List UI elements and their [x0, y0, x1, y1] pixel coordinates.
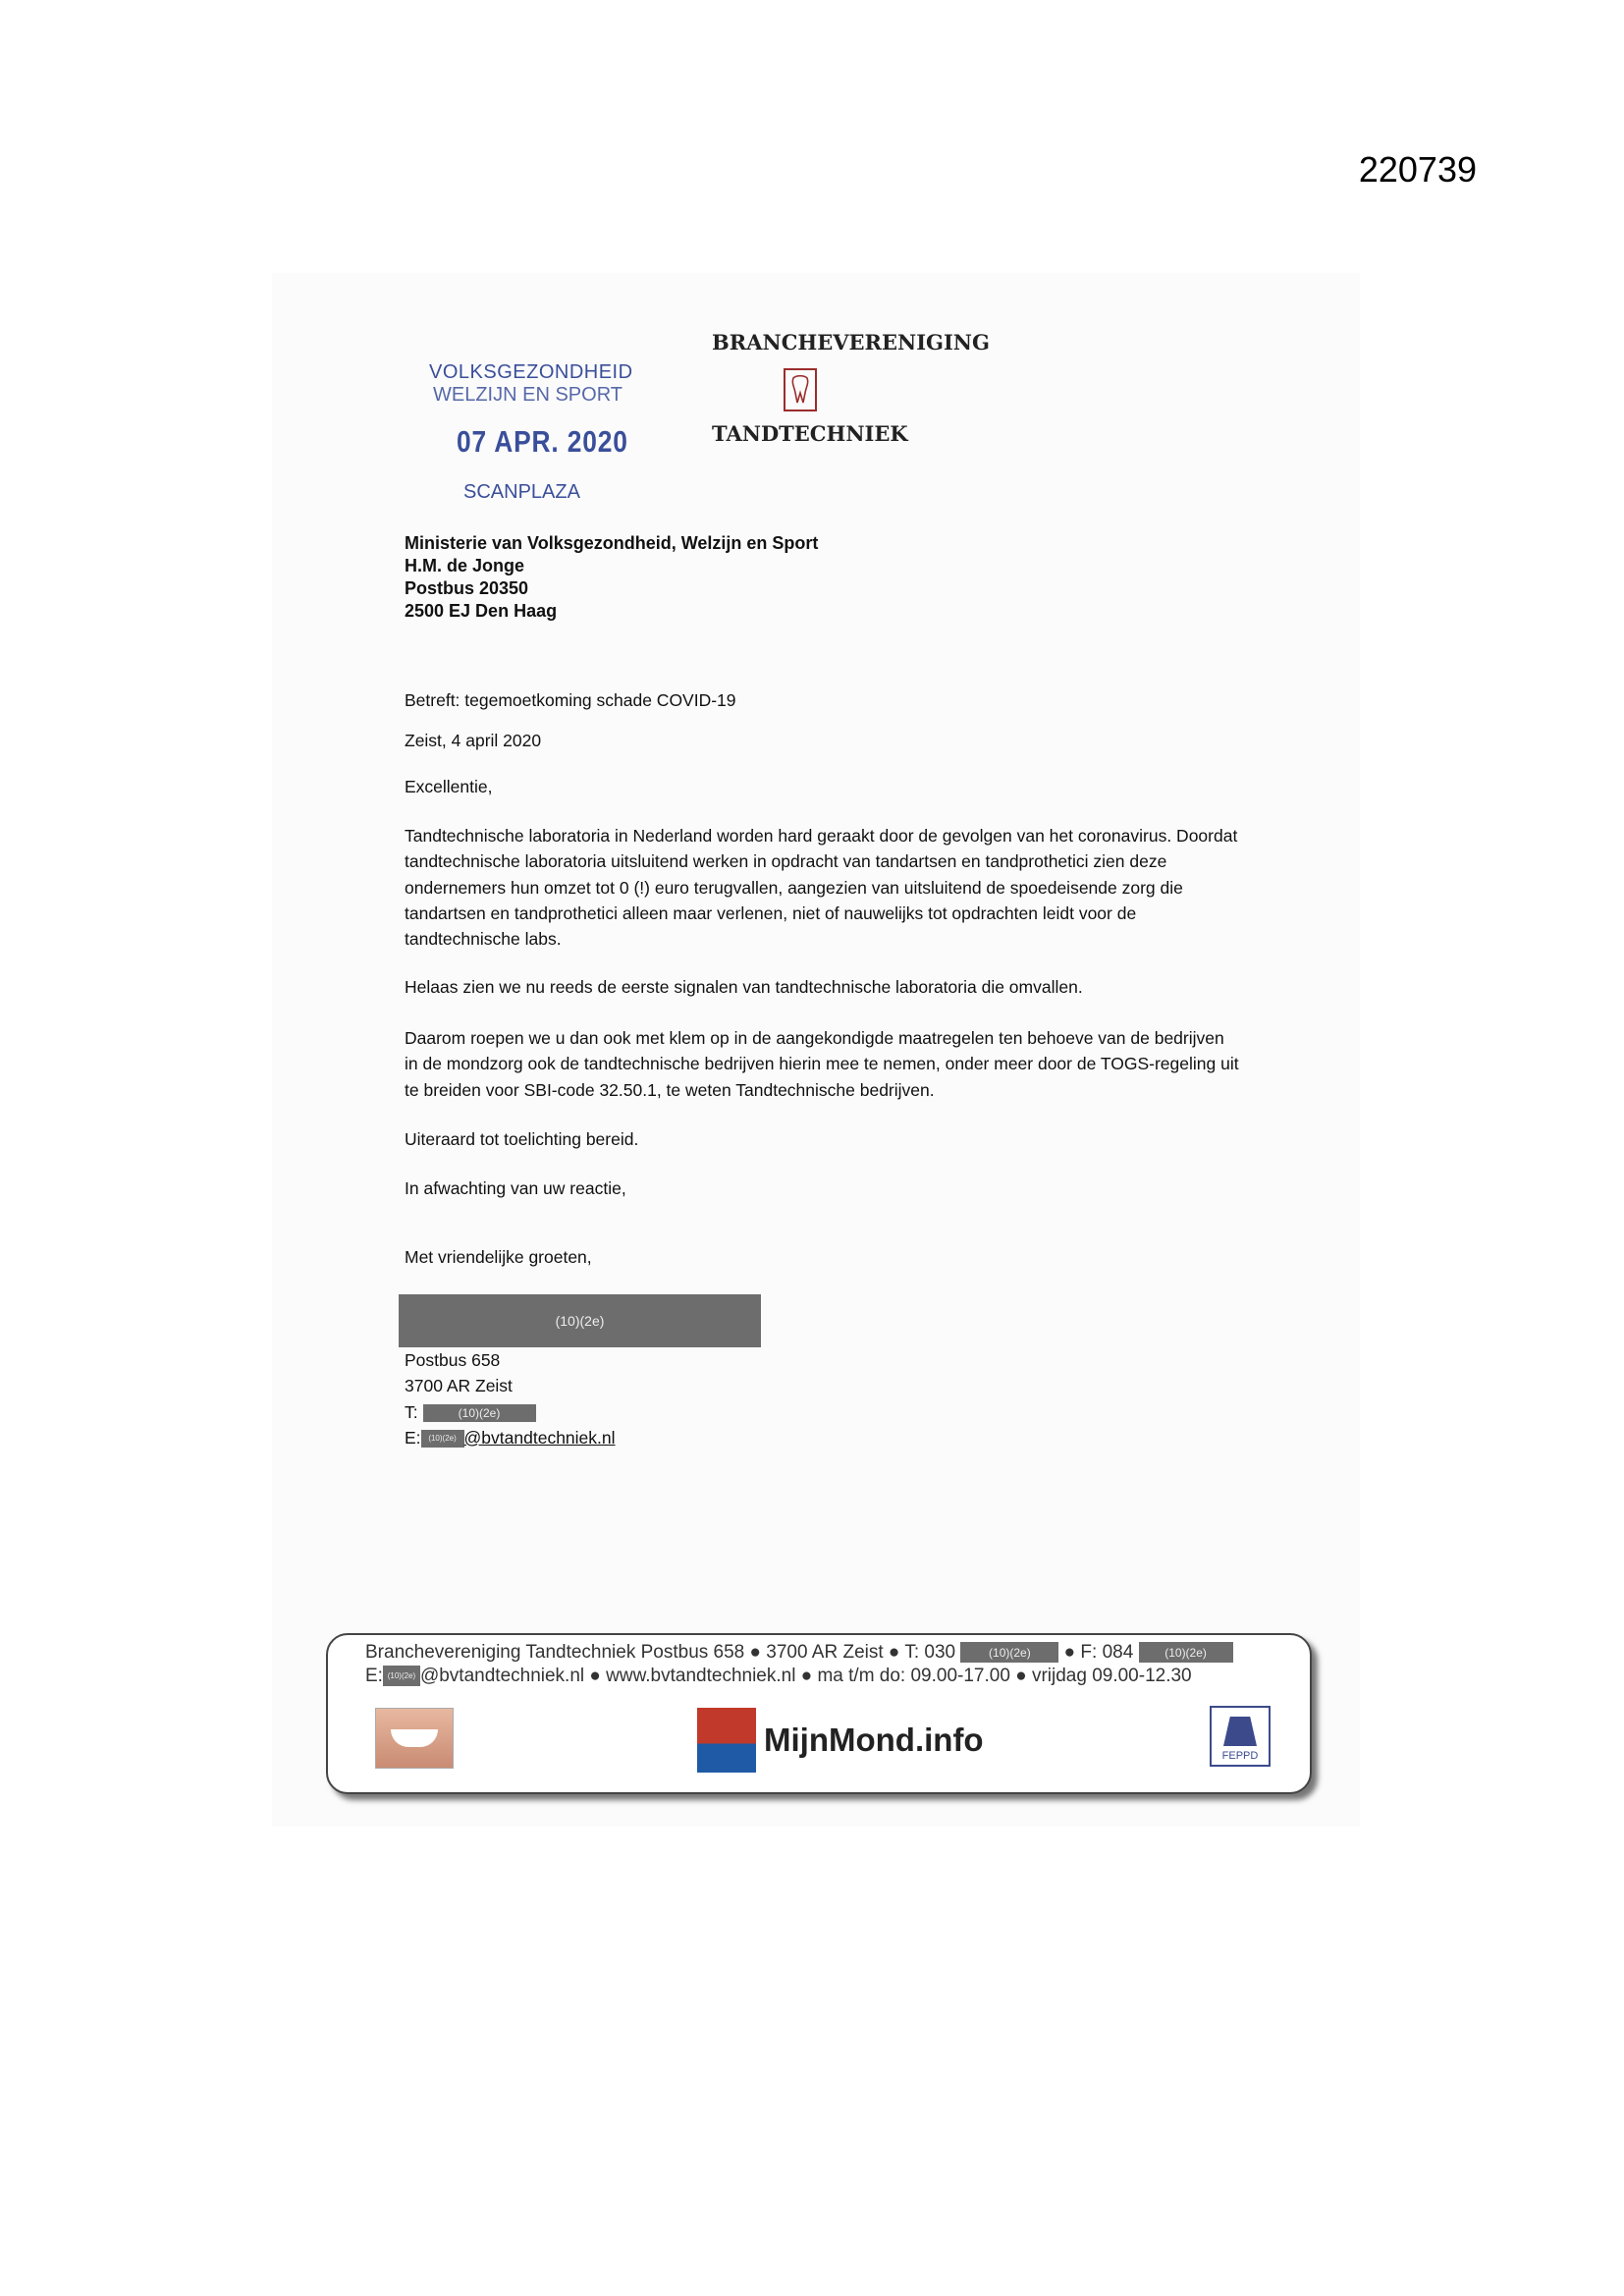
- scanned-letter: [272, 273, 1360, 1827]
- paragraph: In afwachting van uw reactie,: [405, 1178, 626, 1198]
- recipient-line: Ministerie van Volksgezondheid, Welzijn en Sport: [405, 533, 819, 553]
- contact-phone: [405, 1399, 616, 1425]
- email-label: E:: [405, 1427, 421, 1448]
- stamp-line-3: SCANPLAZA: [463, 481, 580, 503]
- paragraph: Helaas zien we nu reeds de eerste signalen van tandtechnische laboratoria die omvallen.: [405, 977, 1083, 997]
- contact-postbus: Postbus 658: [405, 1350, 501, 1370]
- footer-address: Branchevereniging Tandtechniek Postbus 658 ● 3700 AR Zeist ● T: 030: [365, 1642, 956, 1663]
- email-link[interactable]: [421, 1428, 616, 1448]
- stamp-line-1: VOLKSGEZONDHEID: [429, 361, 633, 383]
- footer-email-redaction: (10)(2e): [383, 1666, 420, 1686]
- footer-line-2: [365, 1666, 1192, 1687]
- footer-details: @bvtandtechniek.nl ● www.bvtandtechniek.nl ● ma t/m do: 09.00-17.00 ● vrijdag 09.00-12.30: [419, 1666, 1192, 1686]
- stamp-line-2: WELZIJN EN SPORT: [433, 384, 623, 406]
- phone-redaction: (10)(2e): [423, 1404, 536, 1422]
- closing: Met vriendelijke groeten,: [405, 1247, 592, 1267]
- footer-line-1: [365, 1642, 1233, 1664]
- stamp-date: 07 APR. 2020: [457, 424, 628, 459]
- place-date: Zeist, 4 april 2020: [405, 731, 542, 750]
- smile-photo: [375, 1708, 454, 1769]
- feppd-logo: [1210, 1706, 1271, 1767]
- contact-email: [405, 1425, 616, 1450]
- recipient-line: H.M. de Jonge: [405, 555, 525, 575]
- subject-line: Betreft: tegemoetkoming schade COVID-19: [405, 690, 736, 710]
- letterhead-logo: [712, 330, 990, 446]
- email-redaction: (10)(2e): [421, 1430, 464, 1448]
- signature-redaction: (10)(2e): [399, 1294, 761, 1347]
- letter-footer: [326, 1633, 1312, 1794]
- mijnmond-logo: [697, 1708, 984, 1773]
- footer-fax-redaction: (10)(2e): [1139, 1642, 1233, 1663]
- letterhead-bottom: TANDTECHNIEK: [712, 421, 908, 446]
- footer-phone-redaction: (10)(2e): [960, 1642, 1058, 1663]
- footer-email-label: E:: [365, 1666, 383, 1686]
- recipient-line: 2500 EJ Den Haag: [405, 600, 558, 621]
- salutation: Excellentie,: [405, 777, 493, 796]
- tooth-icon: [784, 368, 817, 411]
- recipient-line: Postbus 20350: [405, 577, 529, 598]
- paragraph: Daarom roepen we u dan ook met klem op in de aangekondigde maatregelen ten behoeve van de bedrijven in de mondzorg ook de tandtechnische bedrijven hierin mee te nemen, onder meer door de TOGS-regeling uit te breiden voor SBI-code 32.50.1, te weten Tandtechnische bedrijven.: [405, 1028, 1239, 1100]
- email-domain: @bvtandtechniek.nl: [463, 1427, 616, 1448]
- recipient-address: [405, 532, 818, 622]
- feppd-text: FEPPD: [1221, 1750, 1259, 1762]
- paragraph: Tandtechnische laboratoria in Nederland worden hard geraakt door de gevolgen van het coronavirus. Doordat tandtechnische laboratoria uitsluitend werken in opdracht van tandartsen en tandprothetici zien deze ondernemers hun omzet tot 0 (!) euro terugvallen, aangezien van uitsluitend de spoedeisende zorg die tandartsen en tandprothetici alleen maar verlenen, niet of nauwelijks tot opdrachten leidt voor de tandtechnische labs.: [405, 826, 1238, 949]
- mijnmond-text: MijnMond.info: [764, 1722, 984, 1758]
- letterhead-top: BRANCHEVERENIGING: [712, 330, 990, 355]
- sender-contact: [405, 1347, 616, 1450]
- received-stamp: [429, 361, 659, 504]
- paragraph: Uiteraard tot toelichting bereid.: [405, 1129, 639, 1149]
- footer-fax-label: ● F: 084: [1063, 1642, 1134, 1663]
- document-number: 220739: [1358, 149, 1477, 190]
- contact-city: 3700 AR Zeist: [405, 1376, 513, 1396]
- mijnmond-icon: [697, 1708, 756, 1773]
- feppd-icon: [1223, 1717, 1257, 1746]
- phone-label: T:: [405, 1401, 418, 1422]
